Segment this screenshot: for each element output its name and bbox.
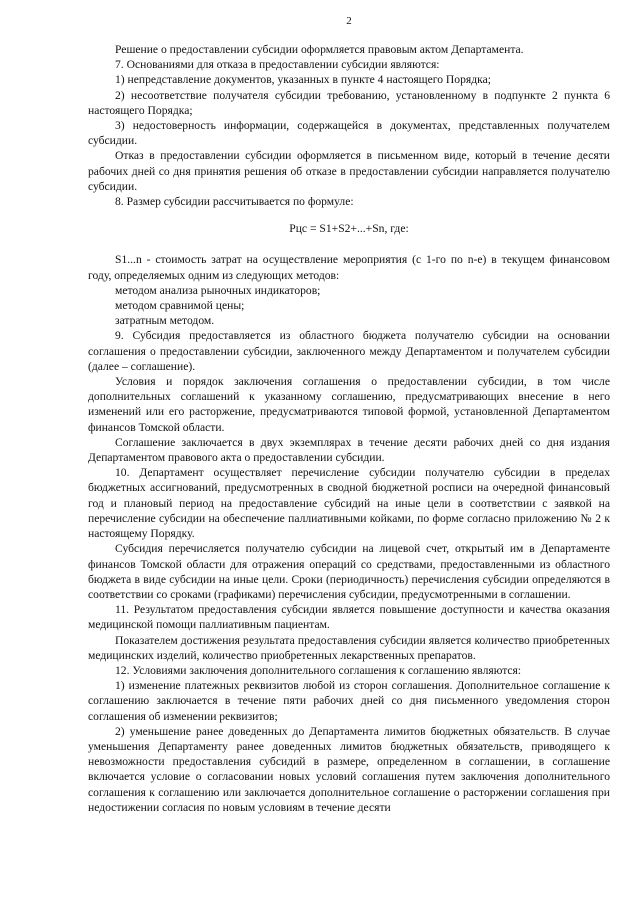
page-number: 2 bbox=[346, 15, 352, 27]
paragraph: 1) непредставление документов, указанных в пункте 4 настоящего Порядка; bbox=[115, 73, 491, 87]
paragraph: Соглашение заключается в двух экземплярах в течение десяти рабочих дней со дня издания Департаментом правового акта о предоставлении субсидии. bbox=[88, 435, 610, 465]
paragraph: Условия и порядок заключения соглашения о предоставлении субсидии, в том числе дополнительных соглашений к указанному соглашению, предусматривающих внесение в него изменений или его расторжение, предусматриваются типовой формой, установленной Департаментом финансов Томской области. bbox=[88, 375, 610, 434]
paragraph: Отказ в предоставлении субсидии оформляется в письменном виде, который в течение десяти рабочих дней со дня принятия решения об отказе в предоставлении субсидии направляется получателю субсидии. bbox=[88, 149, 610, 193]
paragraph: 2) несоответствие получателя субсидии требованию, установленному в подпункте 2 пункта 6 настоящего Порядка; bbox=[88, 88, 610, 117]
paragraph: 9. Субсидия предоставляется из областного бюджета получателю субсидии на основании соглашения о предоставлении субсидии, заключенного между Департаментом и получателем субсидии (далее – соглашение). bbox=[88, 329, 610, 373]
paragraph: 2) уменьшение ранее доведенных до Департамента лимитов бюджетных обязательств. В случае уменьшения Департаменту ранее доведенных лимитов бюджетных обязательств, приводящего к невозможности предоставления субсидий в размере, определенном в соглашении, в соглашение включается условие о согласовании новых условий соглашения путем заключения дополнительного соглашения к соглашению или заключается дополнительное соглашение о расторжении соглашения при недостижении согласия по новым условиям в течение десяти bbox=[88, 724, 610, 814]
paragraph: 1) изменение платежных реквизитов любой из сторон соглашения. Дополнительное соглашение к соглашению заключается в течение пяти рабочих дней со дня письменного уведомления сторон соглашения об изменении реквизитов; bbox=[88, 679, 610, 723]
paragraph: Показателем достижения результата предоставления субсидии является количество приобретенных медицинских изделий, количество приобретенных лекарственных препаратов. bbox=[88, 633, 610, 662]
paragraph: Субсидия перечисляется получателю субсидии на лицевой счет, открытый им в Департаменте финансов Томской области для отражения операций со средствами, предоставленными из областного бюджета в виде субсидии на иные цели. Сроки (периодичность) перечисления субсидии определяются в соответствии со сроками (графиками) перечисления субсидии, предусмотренными в соглашении. bbox=[88, 542, 610, 601]
paragraph: 12. Условиями заключения дополнительного соглашения к соглашению являются: bbox=[115, 663, 522, 677]
subsidy-formula: Рцс = S1+S2+...+Sn, где: bbox=[289, 222, 409, 236]
paragraph: S1...n - стоимость затрат на осуществление мероприятия (с 1-го по n-е) в текущем финансовом году, определяемых одним из следующих методов: bbox=[88, 253, 610, 282]
paragraph: 3) недостоверность информации, содержащейся в документах, представленных получателем субсидии. bbox=[88, 119, 610, 148]
paragraph: Решение о предоставлении субсидии оформляется правовым актом Департамента. bbox=[115, 43, 524, 56]
paragraph: 10. Департамент осуществляет перечисление субсидии получателю субсидии в пределах бюджетных ассигнований, предусмотренных в сводной бюджетной росписи на очередной финансовый год и плановый период на предоставление субсидий на иные цели в соответствии с заявкой на перечисление субсидии на обеспечение паллиативными койками, по форме согласно приложению № 2 к настоящему Порядку. bbox=[88, 466, 610, 541]
paragraph: 8. Размер субсидии рассчитывается по формуле: bbox=[115, 195, 354, 209]
paragraph: 11. Результатом предоставления субсидии является повышение доступности и качества оказания медицинской помощи паллиативным пациентам. bbox=[88, 603, 610, 632]
paragraph: методом сравнимой цены; bbox=[115, 299, 245, 313]
paragraph: 7. Основаниями для отказа в предоставлении субсидии являются: bbox=[115, 58, 440, 72]
paragraph: затратным методом. bbox=[115, 314, 215, 328]
paragraph: методом анализа рыночных индикаторов; bbox=[115, 283, 321, 297]
